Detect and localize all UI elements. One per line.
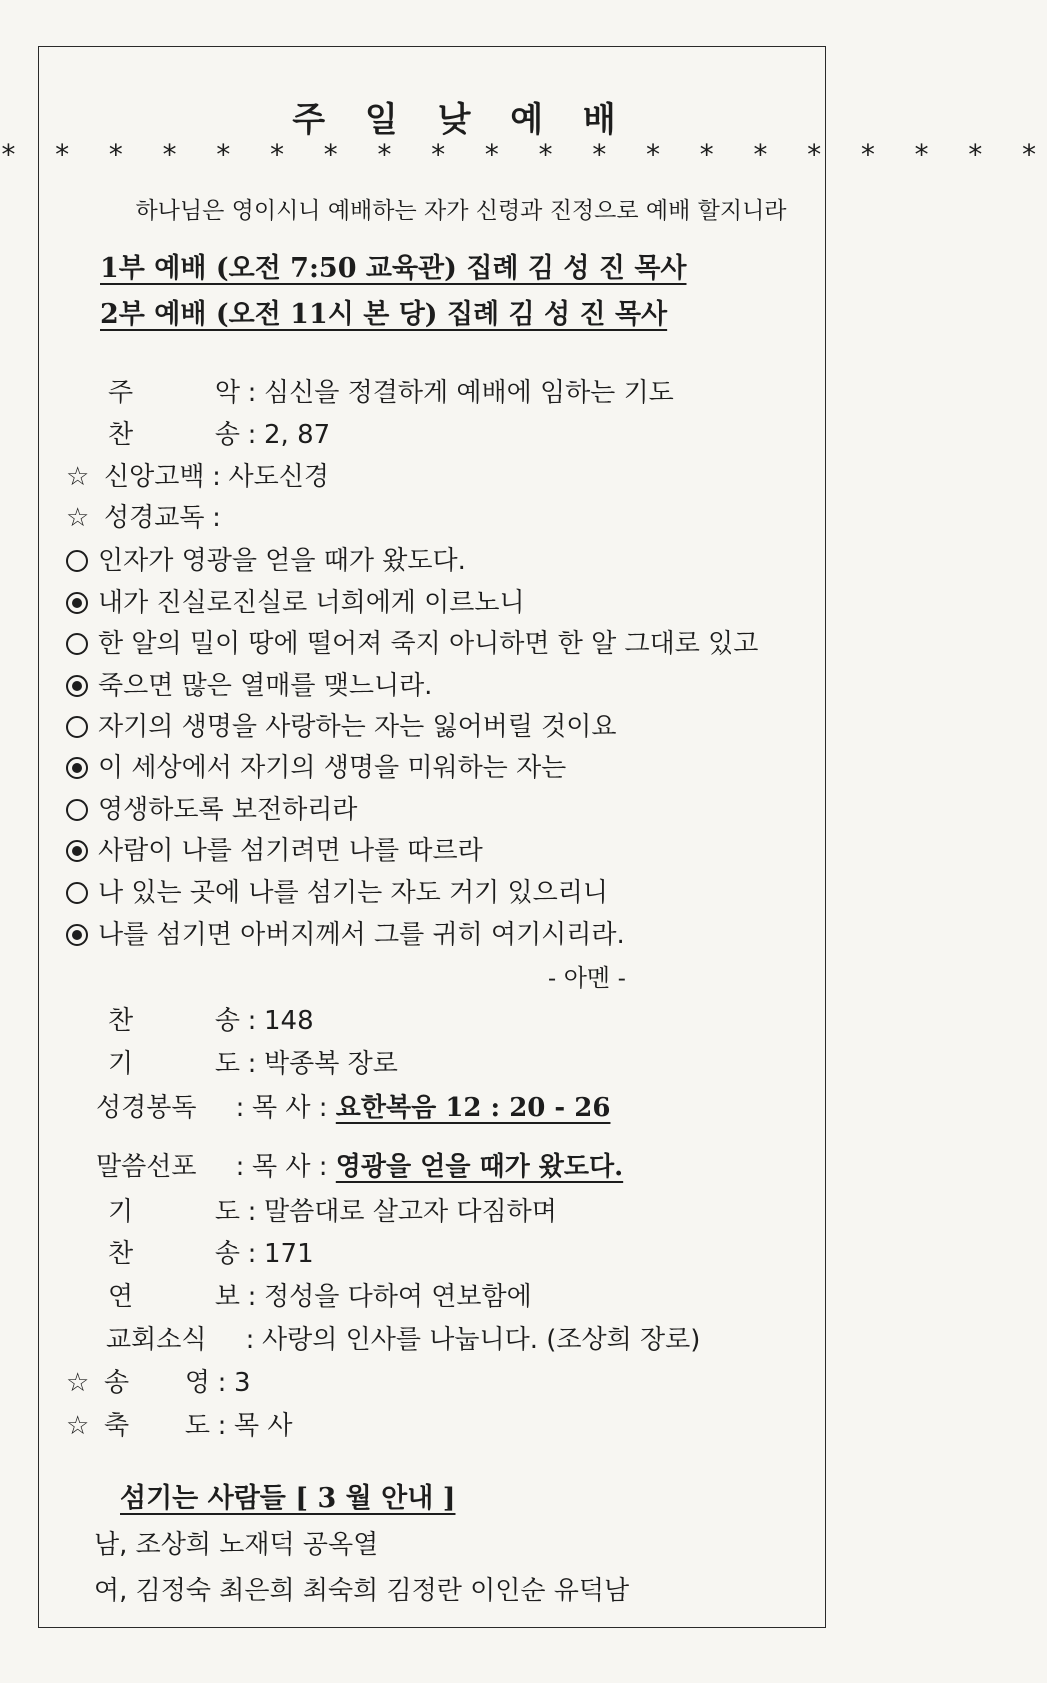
filled-circle-icon — [66, 757, 88, 779]
reading-line: 영생하도록 보전하리라 — [66, 789, 357, 826]
service-1: 1부 예배 (오전 7:50 교육관) 집례 김 성 진 목사 — [100, 253, 687, 284]
order-label: 주 악 — [108, 378, 240, 408]
star-divider: * * * * * * * * * * * * * * * * * * * * — [0, 138, 1047, 171]
star-marker-icon: ☆ — [66, 503, 90, 533]
order-item-reading: ☆ 성경교독 : — [66, 497, 228, 534]
scripture-reference: 요한복음 12 : 20 - 26 — [335, 1093, 611, 1123]
reading-line: 죽으면 많은 열매를 맺느니라. — [66, 665, 432, 702]
reading-line: 나를 섬기면 아버지께서 그를 귀히 여기시리라. — [66, 914, 625, 951]
reading-line: 내가 진실로진실로 너희에게 이르노니 — [66, 582, 525, 619]
reading-line: 사람이 나를 섬기려면 나를 따르라 — [66, 830, 483, 867]
servers-title: 섬기는 사람들 [ 3 월 안내 ] — [120, 1483, 456, 1514]
order-item-prayer-2: 기 도 : 말씀대로 살고자 다짐하며 — [108, 1197, 557, 1227]
reading-line: 인자가 영광을 얻을 때가 왔도다. — [66, 540, 466, 577]
filled-circle-icon — [66, 840, 88, 862]
order-item-hymn-2: 찬 송 : 148 — [108, 1006, 314, 1036]
order-item-prelude: 주 악 : 심신을 정결하게 예배에 임하는 기도 — [108, 372, 674, 409]
service-2: 2부 예배 (오전 11시 본 당) 집례 김 성 진 목사 — [100, 299, 668, 330]
amen-text: - 아멘 - — [548, 964, 626, 992]
filled-circle-icon — [66, 675, 88, 697]
reading-line: 나 있는 곳에 나를 섬기는 자도 거기 있으리니 — [66, 872, 608, 909]
servers-men: 남, 조상희 노재덕 공옥열 — [94, 1530, 379, 1560]
star-marker-icon: ☆ — [66, 462, 90, 492]
order-label: 신앙고백 — [104, 462, 205, 492]
page-title: 주 일 낮 예 배 — [292, 100, 630, 140]
open-circle-icon — [66, 799, 88, 821]
order-value: 심신을 정결하게 예배에 임하는 기도 — [264, 378, 674, 408]
order-value: 2, 87 — [264, 420, 331, 450]
star-marker-icon: ☆ — [66, 1368, 90, 1398]
order-label: 성경교독 — [104, 503, 205, 533]
order-item-hymn-3: 찬 송 : 171 — [108, 1239, 314, 1269]
order-label: 찬 송 — [108, 420, 240, 450]
order-item-hymn: 찬 송 : 2, 87 — [108, 414, 330, 451]
order-item-news: 교회소식 : 사랑의 인사를 나눕니다. (조상희 장로) — [106, 1325, 701, 1355]
star-marker-icon: ☆ — [66, 1411, 90, 1441]
order-value: 사도신경 — [228, 462, 329, 492]
reading-line: 자기의 생명을 사랑하는 자는 잃어버릴 것이요 — [66, 706, 617, 743]
filled-circle-icon — [66, 924, 88, 946]
order-item-offering: 연 보 : 정성을 다하여 연보함에 — [108, 1282, 532, 1312]
scripture-verse: 하나님은 영이시니 예배하는 자가 신령과 진정으로 예배 할지니라 — [135, 198, 787, 224]
sermon-title: 영광을 얻을 때가 왔도다. — [335, 1152, 624, 1182]
reading-line: 이 세상에서 자기의 생명을 미워하는 자는 — [66, 747, 566, 784]
order-item-creed: ☆ 신앙고백 : 사도신경 — [66, 456, 329, 493]
open-circle-icon — [66, 716, 88, 738]
order-item-doxology: ☆ 송 영 : 3 — [66, 1368, 251, 1398]
reading-line: 한 알의 밀이 땅에 떨어져 죽지 아니하면 한 알 그대로 있고 — [66, 623, 758, 660]
servers-women: 여, 김정숙 최은희 최숙희 김정란 이인순 유덕남 — [94, 1576, 630, 1606]
filled-circle-icon — [66, 592, 88, 614]
open-circle-icon — [66, 550, 88, 572]
open-circle-icon — [66, 633, 88, 655]
order-item-sermon: 말씀선포 : 목 사 : 영광을 얻을 때가 왔도다. — [96, 1152, 624, 1182]
order-item-benediction: ☆ 축 도 : 목 사 — [66, 1411, 293, 1441]
order-item-prayer: 기 도 : 박종복 장로 — [108, 1049, 398, 1079]
open-circle-icon — [66, 882, 88, 904]
order-item-scripture: 성경봉독 : 목 사 : 요한복음 12 : 20 - 26 — [96, 1093, 611, 1123]
